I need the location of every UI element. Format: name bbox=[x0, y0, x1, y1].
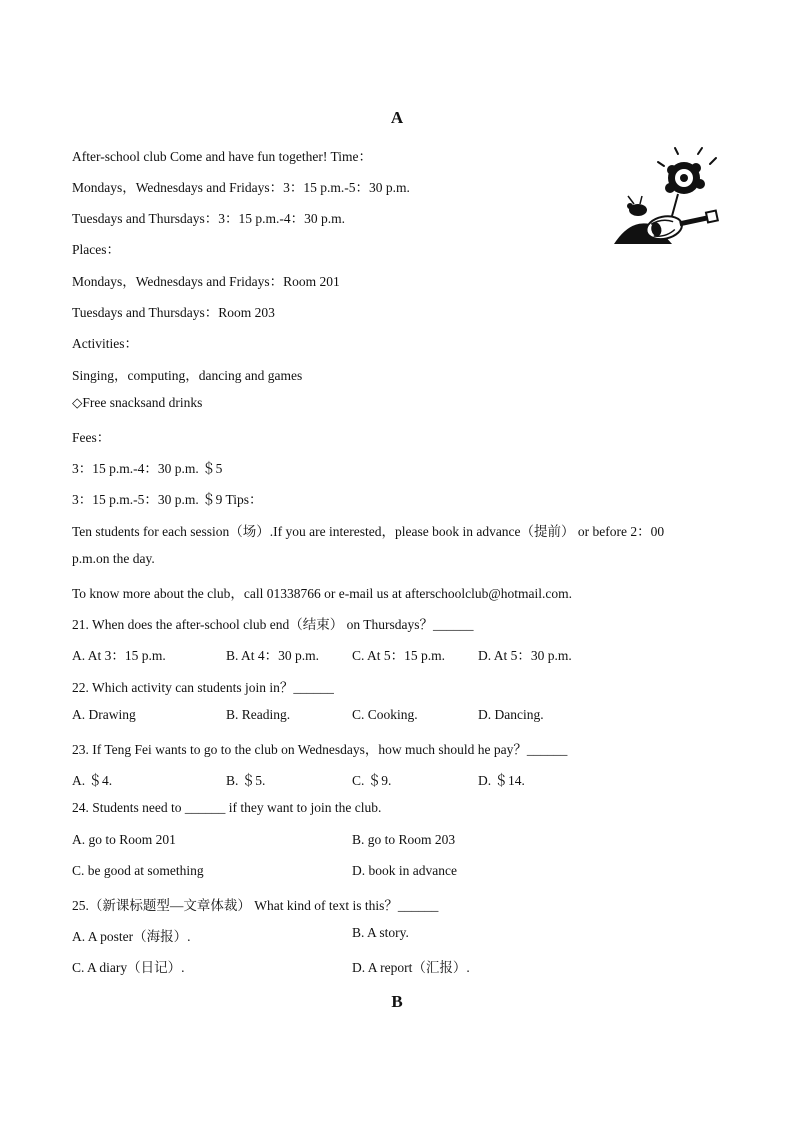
answer-option[interactable]: D. At 5：30 p.m. bbox=[478, 648, 572, 663]
passage-line: ◇Free snacksand drinks bbox=[72, 395, 203, 410]
answer-option[interactable]: D. Dancing. bbox=[478, 707, 544, 722]
answer-option[interactable]: A. A poster（海报）. bbox=[72, 929, 191, 944]
answer-option[interactable]: D. book in advance bbox=[352, 863, 457, 878]
answer-option[interactable]: C. A diary（日记）. bbox=[72, 960, 185, 975]
passage-line: Mondays，Wednesdays and Fridays：3：15 p.m.-5：30 p.m. bbox=[72, 180, 410, 195]
question-stem: 25.（新课标题型—文章体裁） What kind of text is this？______ bbox=[72, 898, 439, 913]
answer-option[interactable]: A. ＄4. bbox=[72, 773, 113, 788]
answer-option[interactable]: B. go to Room 203 bbox=[352, 832, 456, 847]
passage-line: 3：15 p.m.-5：30 p.m. ＄9 Tips： bbox=[72, 492, 263, 507]
answer-option[interactable]: B. Reading. bbox=[226, 707, 291, 722]
answer-option[interactable]: A. go to Room 201 bbox=[72, 832, 176, 847]
passage-line: After-school club Come and have fun together! Time： bbox=[72, 149, 373, 164]
answer-option[interactable]: C. ＄9. bbox=[352, 773, 392, 788]
passage-line: Ten students for each session（场）.If you are interested，please book in advance（提前） or before 2：00 bbox=[72, 524, 665, 539]
question-stem: 24. Students need to ______ if they want to join the club. bbox=[72, 800, 382, 815]
passage-line: Activities： bbox=[72, 336, 138, 351]
answer-option[interactable]: B. ＄5. bbox=[226, 773, 266, 788]
section-a-heading: A bbox=[390, 108, 404, 127]
answer-option[interactable]: D. A report（汇报）. bbox=[352, 960, 470, 975]
answer-option[interactable]: C. At 5：15 p.m. bbox=[352, 648, 446, 663]
question-stem: 21. When does the after-school club end（结束） on Thursdays？______ bbox=[72, 617, 474, 632]
passage-line: Fees： bbox=[72, 430, 111, 445]
passage-line: 3：15 p.m.-4：30 p.m. ＄5 bbox=[72, 461, 223, 476]
answer-option[interactable]: B. At 4：30 p.m. bbox=[226, 648, 320, 663]
answer-option[interactable]: C. Cooking. bbox=[352, 707, 418, 722]
question-stem: 22. Which activity can students join in？______ bbox=[72, 680, 334, 695]
answer-option[interactable]: C. be good at something bbox=[72, 863, 204, 878]
passage-line: To know more about the club，call 01338766 or e-mail us at afterschoolclub@hotmail.com. bbox=[72, 586, 572, 601]
passage-line: Tuesdays and Thursdays：3：15 p.m.-4：30 p.m. bbox=[72, 211, 345, 226]
question-stem: 23. If Teng Fei wants to go to the club on Wednesdays，how much should he pay？______ bbox=[72, 742, 568, 757]
answer-option[interactable]: A. Drawing bbox=[72, 707, 136, 722]
answer-option[interactable]: A. At 3：15 p.m. bbox=[72, 648, 166, 663]
passage-line: Singing，computing，dancing and games bbox=[72, 368, 303, 383]
passage-line: Tuesdays and Thursdays：Room 203 bbox=[72, 305, 275, 320]
section-b-heading: B bbox=[391, 992, 403, 1011]
answer-option[interactable]: D. ＄14. bbox=[478, 773, 525, 788]
passage-line: Places： bbox=[72, 242, 120, 257]
passage-line: p.m.on the day. bbox=[72, 551, 155, 566]
passage-line: Mondays，Wednesdays and Fridays：Room 201 bbox=[72, 274, 340, 289]
violin-flower-clipart-icon bbox=[612, 146, 724, 246]
answer-option[interactable]: B. A story. bbox=[352, 925, 409, 940]
